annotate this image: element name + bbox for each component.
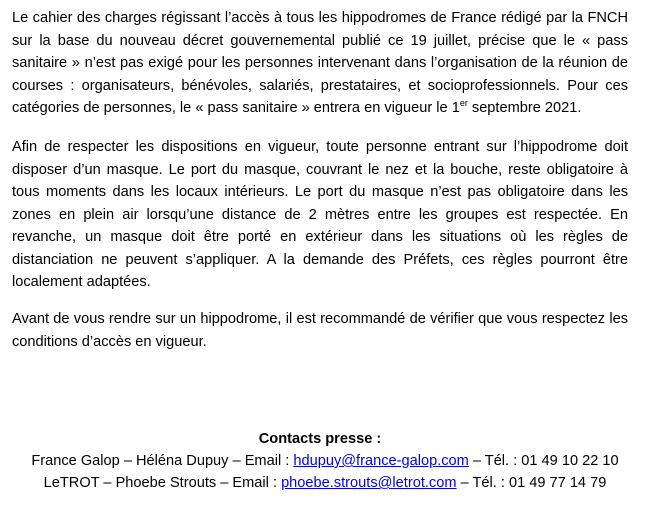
ordinal-superscript: er [459, 98, 468, 109]
contact-france-galop [0, 450, 650, 472]
contact-suffix: – Tél. : 01 49 77 14 79 [456, 475, 607, 491]
contact-prefix: France Galop – Héléna Dupuy – Email : [31, 453, 294, 469]
contact-suffix: – Tél. : 01 49 10 22 10 [468, 453, 619, 469]
paragraph-masque: Afin de respecter les dispositions en vigueur, toute personne entrant sur l’hippodrome doit disposer d’un masque. Le port du masque, couvrant le nez et la bouche, reste obligatoire à tous moments dans les locaux intérieurs. Le port du masque n’est pas obligatoire dans les zones en plein air lorsqu’une distance de 2 mètres entre les groupes est respectée. En revanche, un masque doit être porté en extérieur dans les situations où les règles de distanciation ne peuvent s’appliquer. A la demande des Préfets, ces règles pourront être localement adaptées. [12, 139, 628, 290]
paragraph-pass-sanitaire [12, 7, 628, 120]
email-link-letrot[interactable]: phoebe.strouts@letrot.com [281, 475, 457, 491]
paragraph-1-text: Le cahier des charges régissant l’accès à tous les hippodromes de France rédigé par la FNCH sur la base du nouveau décret gouvernemental publié ce 19 juillet, précise que le « pass sanitaire » n’est pas exigé pour les personnes intervenant dans l’organisation de la réunion de courses : organisateurs, bénévoles, salariés, prestataires, et socioprofessionnels. Pour ces catégories de personnes, le « pass sanitaire » entrera en vigueur le 1 [12, 10, 628, 116]
contact-prefix: LeTROT – Phoebe Strouts – Email : [43, 475, 282, 491]
press-contacts [0, 428, 650, 494]
paragraph-recommandation: Avant de vous rendre sur un hippodrome, il est recommandé de vérifier que vous respectez les conditions d’accès en vigueur. [12, 311, 628, 350]
email-link-france-galop[interactable]: hdupuy@france-galop.com [293, 453, 469, 469]
contacts-title: Contacts presse : [258, 431, 382, 447]
paragraph-1-end: septembre 2021. [467, 100, 582, 116]
contact-letrot [0, 472, 650, 494]
